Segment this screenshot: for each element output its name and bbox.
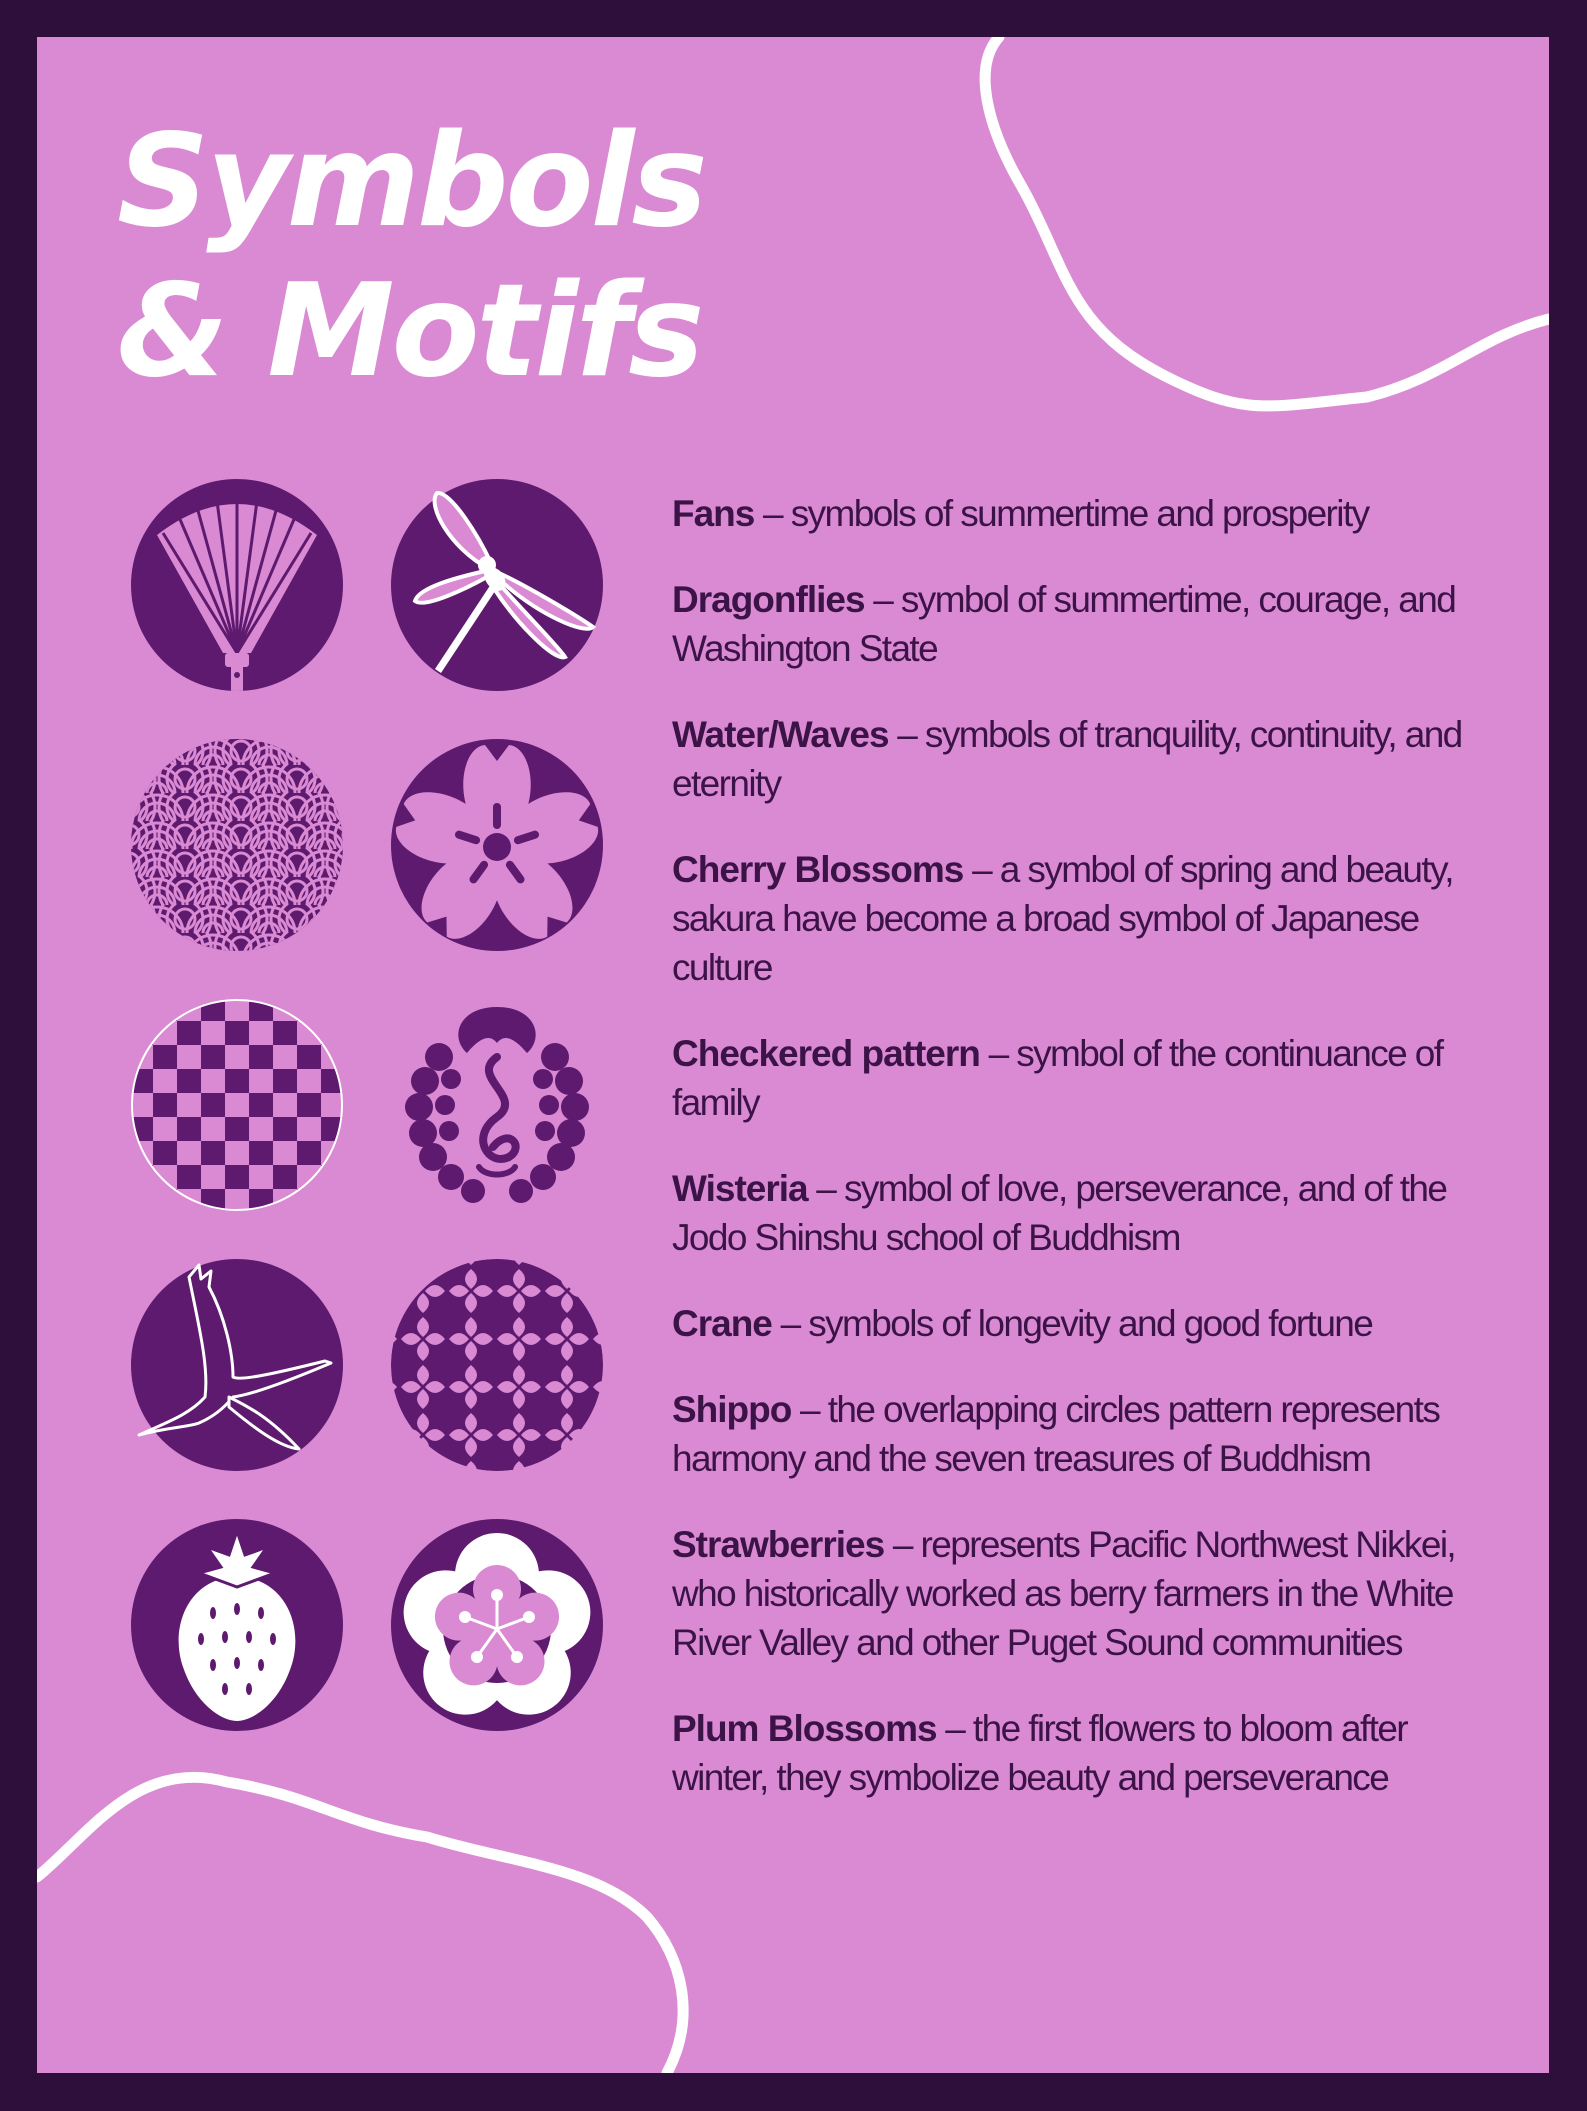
entry-separator: – (936, 1708, 973, 1749)
entry-term: Fans (672, 493, 755, 534)
entry-term: Wisteria (672, 1168, 808, 1209)
entry-description: represents Pacific Northwest Nikkei, who historically worked as berry farmers in the White River Valley and other Puget Sound communities (672, 1524, 1456, 1663)
entry-separator: – (963, 849, 1000, 890)
entry-separator: – (888, 714, 925, 755)
list-item (672, 1164, 1502, 1262)
shippo-icon (389, 1257, 605, 1473)
entry-term: Dragonflies (672, 579, 865, 620)
entry-description: symbol of love, perseverance, and of the Jodo Shinshu school of Buddhism (672, 1168, 1447, 1258)
list-item (672, 710, 1502, 808)
top-right-wave (985, 37, 1549, 406)
waves-icon (129, 737, 345, 953)
entry-term: Shippo (672, 1389, 792, 1430)
checkered-icon (129, 997, 345, 1213)
bottom-left-wave (37, 1777, 683, 2073)
entry-description: a symbol of spring and beauty, sakura have become a broad symbol of Japanese culture (672, 849, 1453, 988)
list-item (672, 1704, 1502, 1802)
entry-description: symbol of summertime, courage, and Washington State (672, 579, 1456, 669)
entry-separator: – (979, 1033, 1017, 1074)
entry-description: symbols of longevity and good fortune (808, 1303, 1373, 1344)
entry-description: symbol of the continuance of family (672, 1033, 1443, 1123)
entry-separator: – (771, 1303, 809, 1344)
entry-term: Water/Waves (672, 714, 889, 755)
entry-description: symbols of tranquility, continuity, and eternity (672, 714, 1462, 804)
fan-icon (129, 477, 345, 693)
list-item (672, 489, 1502, 538)
wisteria-icon (389, 997, 605, 1213)
entry-separator: – (884, 1524, 921, 1565)
entry-term: Plum Blossoms (672, 1708, 937, 1749)
entry-separator: – (791, 1389, 828, 1430)
list-item (672, 845, 1502, 992)
list-item (672, 1520, 1502, 1667)
entry-term: Checkered pattern (672, 1033, 980, 1074)
entry-term: Crane (672, 1303, 772, 1344)
page-title (117, 107, 705, 407)
entry-separator: – (754, 493, 791, 534)
poster-panel (37, 37, 1549, 2073)
entry-description: symbols of summertime and prosperity (790, 493, 1369, 534)
entry-description: the overlapping circles pattern represents harmony and the seven treasures of Buddhism (672, 1389, 1440, 1479)
list-item (672, 1385, 1502, 1483)
crane-icon (129, 1257, 345, 1473)
plum-blossom-icon (389, 1517, 605, 1733)
list-item (672, 575, 1502, 673)
strawberry-icon (129, 1517, 345, 1733)
entry-term: Strawberries (672, 1524, 885, 1565)
list-item (672, 1029, 1502, 1127)
entry-separator: – (807, 1168, 844, 1209)
entry-term: Cherry Blossoms (672, 849, 964, 890)
motif-list (672, 489, 1502, 1823)
title-line-2: & Motifs (117, 257, 702, 406)
dragonfly-icon (389, 477, 605, 693)
cherry-blossom-icon (389, 737, 605, 953)
list-item (672, 1299, 1502, 1348)
entry-separator: – (864, 579, 901, 620)
entry-description: the first flowers to bloom after winter, they symbolize beauty and perseverance (672, 1708, 1408, 1798)
title-line-1: Symbols (117, 107, 705, 256)
